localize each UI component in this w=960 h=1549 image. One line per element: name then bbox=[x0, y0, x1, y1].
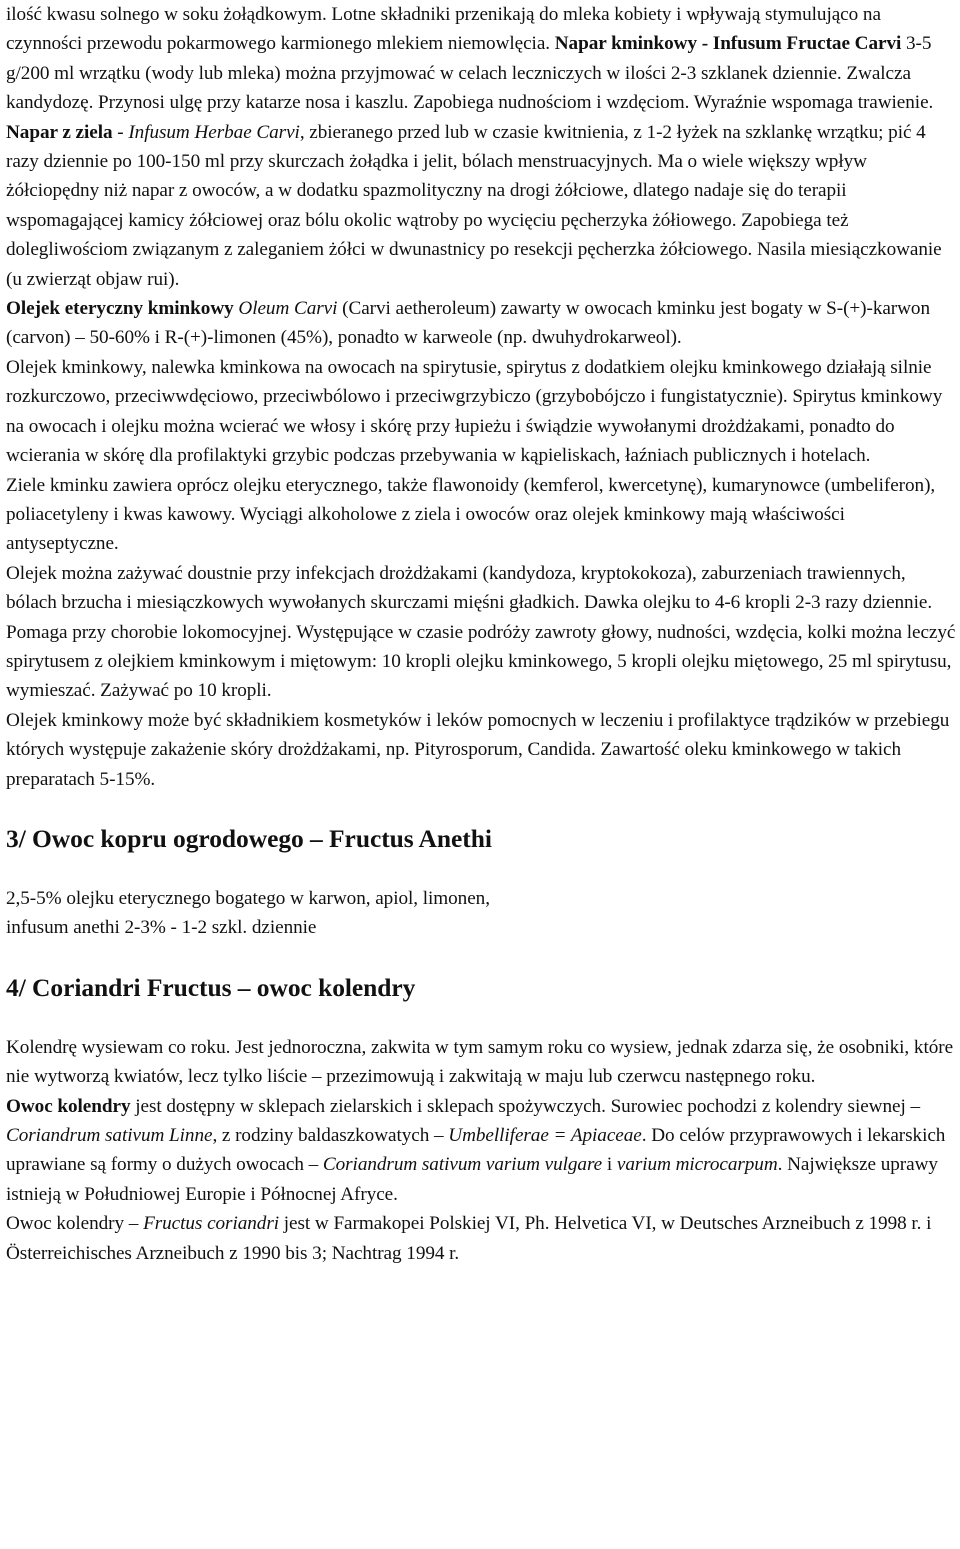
paragraph bbox=[6, 0, 956, 118]
paragraph bbox=[6, 1209, 956, 1268]
text-run: Kolendrę wysiewam co roku. Jest jednoroczna, zakwita w tym samym roku co wysiew, jednak zdarza się, że osobniki, które nie wytworzą kwiatów, lecz tylko liście – przezimowują i zakwitają w maju lub czerwcu następnego roku. bbox=[6, 1036, 954, 1088]
text-run: Ziele kminku zawiera oprócz olejku eterycznego, także flawonoidy (kemferol, kwercetynę), kumarynowce (umbeliferon), poliacetyleny i kwas kawowy. Wyciągi alkoholowe z ziela i owoców oraz olejek kminkowy mają właściwości antyseptyczne. bbox=[6, 474, 936, 555]
text-run: , z rodziny baldaszkowatych – bbox=[212, 1125, 449, 1146]
text-run: , zbieranego przed lub w czasie kwitnienia, z 1-2 łyżek na szklankę wrzątku; pić 4 razy dziennie po 100-150 ml przy skurczach żołądka i jelit, bólach menstruacyjnych. Ma o wiele większy wpływ żółciopędny niż napar z owoców, a w dodatku spazmolityczny na drogi żółciowe, dlatego nadaje się do terapii wspomagającej kamicy żółciowej oraz bólu okolic wątroby po wycięciu pęcherzyka żółiowego. Zapobiega też dolegliwościom związanym z zaleganiem żółci w dwunastnicy po resekcji pęcherzka żółciowego. Nasila miesiączkowanie (u zwierząt objaw rui). bbox=[6, 121, 942, 290]
paragraph bbox=[6, 294, 956, 353]
section-heading-dill: 3/ Owoc kopru ogrodowego – Fructus Anethi bbox=[6, 823, 492, 853]
text-run: Olejek kminkowy może być składnikiem kosmetyków i leków pomocnych w leczeniu i profilaktyce trądzików w przebiegu których występuje zakażenie skóry drożdżakami, np. Pityrosporum, Candida. Zawartość oleku kminkowego w takich preparatach 5-15%. bbox=[6, 709, 950, 790]
text-run: (Carvi aetheroleum) zawarty w owocach kminku jest bogaty w S-(+)-karwon (carvon) – 50-60% i R-(+)-limonen (45%), ponadto w karweole (np. dwuhydrokarweol). bbox=[6, 298, 930, 349]
paragraph bbox=[6, 559, 956, 706]
italic-term: varium microcarpum bbox=[616, 1154, 778, 1176]
text-run: Olejek kminkowy, nalewka kminkowa na owocach na spirytusie, spirytus z dodatkiem olejku kminkowego działają silnie rozkurczowo, przeciwwdęciowo, przeciwbólowo i przeciwgrzybiczo (grzybobójczo i fungistatycznie). Spirytus kminkowy na owocach i olejku można wcierać we włosy i skórę przy łupieżu i świądzie wywołanymi drożdżakami, ponadto do wcierania w skórę dla profilaktyki grzybic podczas przebywania w kąpieliskach, łaźniach publicznych i hotelach. bbox=[6, 356, 943, 467]
italic-term: Fructus coriandri bbox=[143, 1213, 280, 1235]
text-run: Owoc kolendry – bbox=[6, 1213, 144, 1235]
text-run: 3-5 g/200 ml wrzątku (wody lub mleka) można przyjmować w celach leczniczych w ilości 2-3 szklanek dziennie. Zwalcza kandydozę. Przynosi ulgę przy katarze nosa i kaszlu. Zapobiega nudnościom i wzdęciom. Wyraźnie wspomaga trawienie. bbox=[6, 33, 934, 114]
bold-term: Napar z ziela bbox=[6, 121, 113, 143]
paragraph bbox=[6, 706, 956, 794]
text-run: - bbox=[112, 121, 129, 143]
paragraph bbox=[6, 1033, 956, 1092]
italic-term: Coriandrum sativum Linne bbox=[6, 1125, 213, 1146]
text-run: Olejek można zażywać doustnie przy infekcjach drożdżakami (kandydoza, kryptokokoza), zaburzeniach trawiennych, bólach brzucha i miesiączkowych wywołanych skurczami mięśni gładkich. Dawka olejku to 4-6 kropli 2-3 razy dziennie. Pomaga przy chorobie lokomocyjnej. Występujące w czasie podróży zawroty głowy, nudności, wzdęcia, kolki można leczyć spirytusem z olejkiem kminkowym i miętowym: 10 kropli olejku kminkowego, 5 kropli olejku miętowego, 25 ml spirytusu, wymieszać. Zażywać po 10 kropli. bbox=[6, 562, 956, 702]
text-run: . Do celów przyprawowych i lekarskich uprawiane są formy o dużych owocach – bbox=[6, 1125, 946, 1176]
paragraph bbox=[6, 1092, 956, 1210]
italic-term: Coriandrum sativum varium vulgare bbox=[322, 1154, 603, 1176]
bold-term: Olejek eteryczny kminkowy bbox=[6, 298, 234, 320]
italic-term: Oleum Carvi bbox=[238, 298, 338, 320]
caraway-section bbox=[6, 0, 956, 794]
text-run: . Największe uprawy istnieją w Południowej Europie i Północnej Afryce. bbox=[6, 1154, 938, 1205]
italic-term: Infusum Herbae Carvi bbox=[128, 121, 300, 143]
text-run: ilość kwasu solnego w soku żołądkowym. Lotne składniki przenikają do mleka kobiety i wpływają stymulująco na czynności przewodu pokarmowego karmionego mlekiem niemowlęcia. bbox=[6, 4, 881, 55]
italic-term: Umbelliferae = Apiaceae bbox=[448, 1125, 642, 1146]
text-run: jest dostępny w sklepach zielarskich i sklepach spożywczych. Surowiec pochodzi z kolendry siewnej – bbox=[130, 1095, 920, 1117]
paragraph bbox=[6, 353, 956, 471]
dill-line-1: 2,5-5% olejku eterycznego bogatego w karwon, apiol, limonen, bbox=[6, 887, 490, 909]
coriander-section bbox=[6, 973, 956, 1268]
bold-term: Owoc kolendry bbox=[6, 1095, 131, 1117]
text-run: i bbox=[602, 1154, 617, 1176]
paragraph bbox=[6, 471, 956, 559]
paragraph bbox=[6, 118, 956, 294]
text-run: jest w Farmakopei Polskiej VI, Ph. Helvetica VI, w Deutsches Arzneibuch z 1998 r. i Österreichisches Arzneibuch z 1990 bis 3; Nachtrag 1994 r. bbox=[6, 1213, 932, 1264]
dill-section bbox=[6, 824, 956, 943]
section-heading-coriander: 4/ Coriandri Fructus – owoc kolendry bbox=[6, 972, 416, 1002]
bold-term: Napar kminkowy - Infusum Fructae Carvi bbox=[554, 33, 902, 55]
dill-line-2: infusum anethi 2-3% - 1-2 szkl. dziennie bbox=[6, 917, 317, 939]
